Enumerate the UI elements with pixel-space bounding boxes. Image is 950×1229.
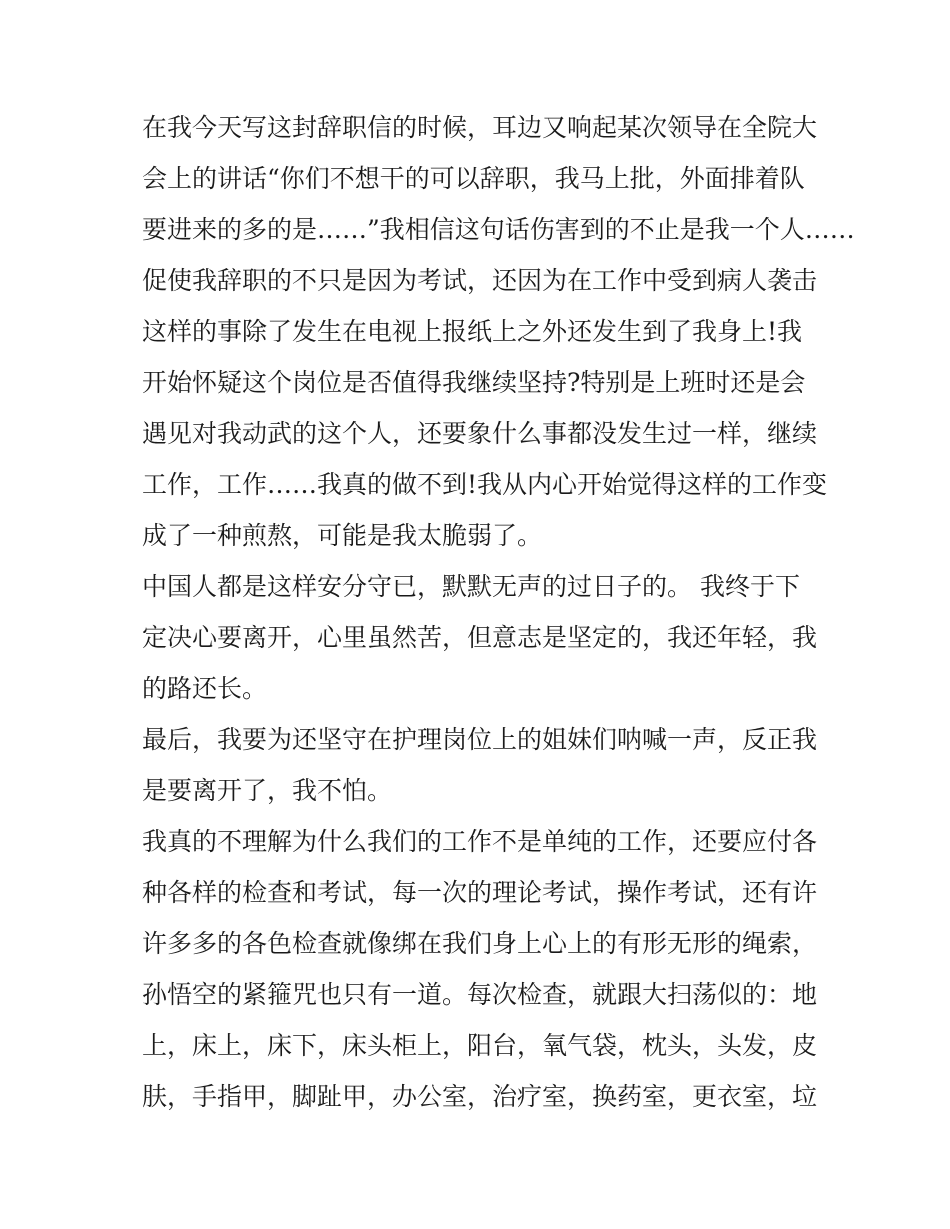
text-line: 定决心要离开，心里虽然苦，但意志是坚定的，我还年轻，我 <box>142 623 818 652</box>
text-line: 我真的不理解为什么我们的工作不是单纯的工作，还要应付各 <box>142 827 818 856</box>
text-line: 是要离开了，我不怕。 <box>142 776 393 805</box>
text-line: 中国人都是这样安分守已，默默无声的过日子的。 我终于下 <box>142 572 800 601</box>
text-line: 工作，工作……我真的做不到!我从内心开始觉得这样的工作变 <box>142 470 828 499</box>
text-line: 促使我辞职的不只是因为考试，还因为在工作中受到病人袭击 <box>142 266 818 295</box>
text-line: 在我今天写这封辞职信的时候，耳边又响起某次领导在全院大 <box>142 113 818 142</box>
text-line: 肤，手指甲，脚趾甲，办公室，治疗室，换药室，更衣室，垃 <box>142 1082 818 1111</box>
text-line: 孙悟空的紧箍咒也只有一道。每次检查，就跟大扫荡似的：地 <box>142 980 818 1009</box>
text-line: 最后，我要为还坚守在护理岗位上的姐妹们呐喊一声，反正我 <box>142 725 818 754</box>
text-line: 种各样的检查和考试，每一次的理论考试，操作考试，还有许 <box>142 878 818 907</box>
text-line: 这样的事除了发生在电视上报纸上之外还发生到了我身上!我 <box>142 317 803 346</box>
text-line: 的路还长。 <box>142 674 268 703</box>
text-line: 许多多的各色检查就像绑在我们身上心上的有形无形的绳索， <box>142 929 818 958</box>
text-line: 开始怀疑这个岗位是否值得我继续坚持?特别是上班时还是会 <box>142 368 806 397</box>
text-line: 遇见对我动武的这个人，还要象什么事都没发生过一样，继续 <box>142 419 818 448</box>
text-line: 会上的讲话“你们不想干的可以辞职，我马上批，外面排着队 <box>142 164 805 193</box>
text-line: 上，床上，床下，床头柜上，阳台，氧气袋，枕头，头发，皮 <box>142 1031 818 1060</box>
text-line: 要进来的多的是……”我相信这句话伤害到的不止是我一个人…… <box>142 215 855 244</box>
text-line: 成了一种煎熬，可能是我太脆弱了。 <box>142 521 543 550</box>
